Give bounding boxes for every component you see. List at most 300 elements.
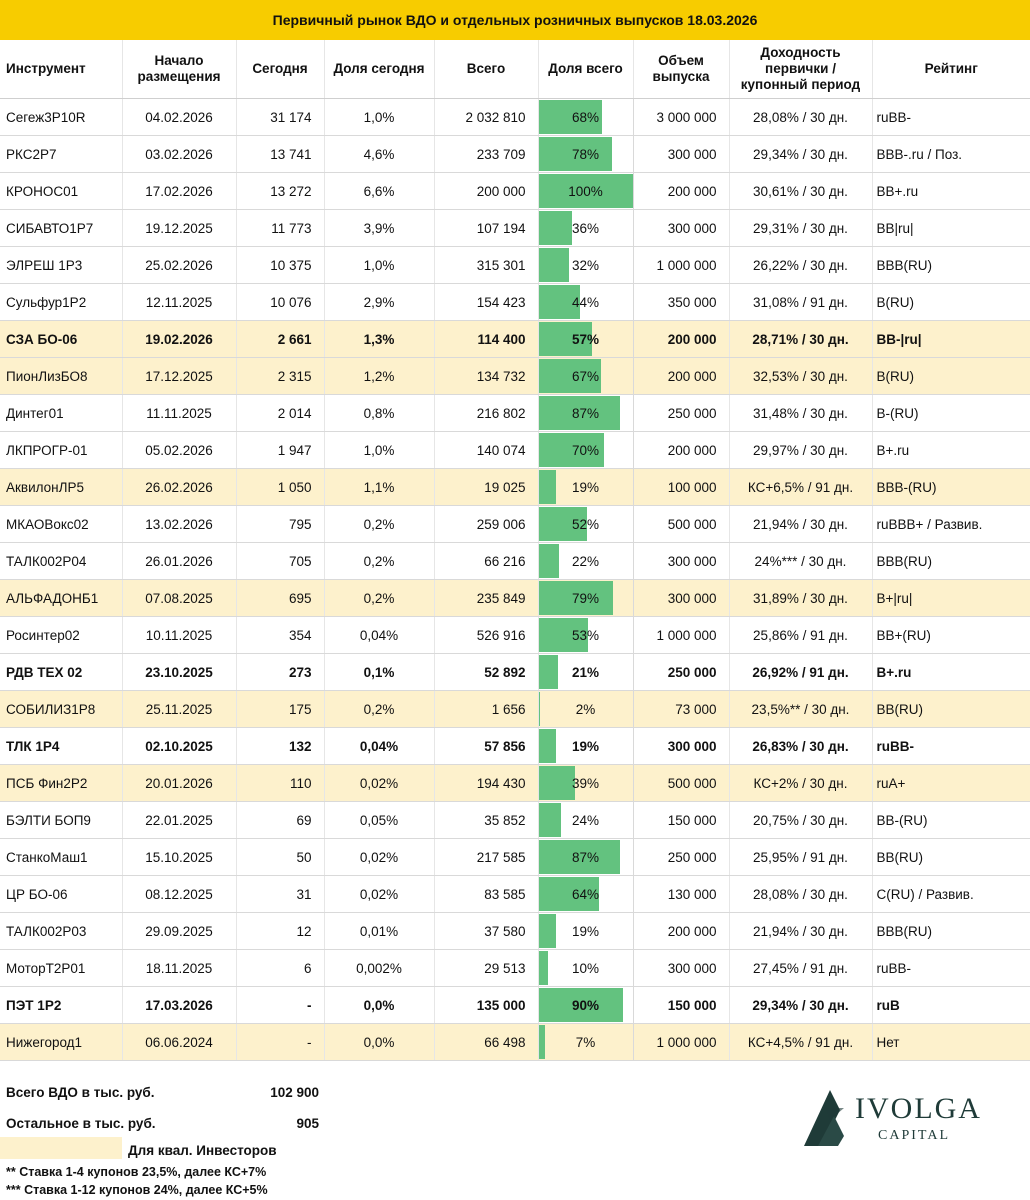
share-today-cell: 1,1% [324,469,434,506]
instrument-cell: РКС2Р7 [0,136,122,173]
rating-cell: B-(RU) [872,395,1030,432]
rating-cell: B+.ru [872,432,1030,469]
volume-cell: 250 000 [633,654,729,691]
share-total-label: 70% [571,442,600,458]
instrument-cell: ПЭТ 1Р2 [0,987,122,1024]
col-header-volume: Объем выпуска [633,40,729,99]
other-label: Остальное в тыс. руб. [6,1116,156,1131]
rating-cell: BB|ru| [872,210,1030,247]
rating-cell: BBB(RU) [872,543,1030,580]
instrument-cell: Сегеж3Р10R [0,99,122,136]
table-row [0,691,1030,728]
volume-cell: 300 000 [633,950,729,987]
rating-cell: BBB(RU) [872,913,1030,950]
today-cell: 110 [236,765,324,802]
start-date-cell: 08.12.2025 [122,876,236,913]
yield-cell: КС+6,5% / 91 дн. [729,469,872,506]
table-row [0,321,1030,358]
start-date-cell: 26.01.2026 [122,543,236,580]
start-date-cell: 06.06.2024 [122,1024,236,1061]
total-vdo-row [6,1085,319,1100]
instrument-cell: ТЛК 1Р4 [0,728,122,765]
share-total-bar [539,211,573,245]
start-date-cell: 15.10.2025 [122,839,236,876]
share-total-bar [539,544,560,578]
share-total-cell [538,876,633,913]
share-today-cell: 0,2% [324,506,434,543]
rating-cell: BB(RU) [872,691,1030,728]
volume-cell: 300 000 [633,580,729,617]
today-cell: 273 [236,654,324,691]
rating-cell: C(RU) / Развив. [872,876,1030,913]
yield-cell: 28,71% / 30 дн. [729,321,872,358]
yield-cell: 29,31% / 30 дн. [729,210,872,247]
instrument-cell: ПионЛизБО8 [0,358,122,395]
share-total-cell [538,247,633,284]
start-date-cell: 02.10.2025 [122,728,236,765]
today-cell: 11 773 [236,210,324,247]
share-total-label: 2% [575,701,596,717]
instrument-cell: Нижегород1 [0,1024,122,1061]
total-cell: 35 852 [434,802,538,839]
today-cell: 175 [236,691,324,728]
instrument-cell: АЛЬФАДОНБ1 [0,580,122,617]
volume-cell: 500 000 [633,506,729,543]
share-total-cell [538,1024,633,1061]
share-today-cell: 0,002% [324,950,434,987]
share-total-cell [538,617,633,654]
share-total-label: 21% [571,664,600,680]
yield-cell: 25,86% / 91 дн. [729,617,872,654]
today-cell: 1 050 [236,469,324,506]
total-cell: 52 892 [434,654,538,691]
volume-cell: 200 000 [633,358,729,395]
rating-cell: ruBB- [872,728,1030,765]
today-cell: 31 [236,876,324,913]
share-today-cell: 1,3% [324,321,434,358]
start-date-cell: 25.02.2026 [122,247,236,284]
today-cell: 31 174 [236,99,324,136]
table-row [0,506,1030,543]
share-total-cell [538,210,633,247]
rating-cell: BB+.ru [872,173,1030,210]
total-cell: 140 074 [434,432,538,469]
volume-cell: 300 000 [633,543,729,580]
today-cell: 2 014 [236,395,324,432]
share-total-cell [538,802,633,839]
share-total-label: 78% [571,146,600,162]
share-total-label: 32% [571,257,600,273]
qual-investors-swatch [0,1137,122,1159]
share-total-bar [539,951,548,985]
primary-market-table [0,40,1030,1061]
start-date-cell: 07.08.2025 [122,580,236,617]
volume-cell: 200 000 [633,432,729,469]
share-total-cell [538,913,633,950]
total-cell: 19 025 [434,469,538,506]
instrument-cell: ТАЛК002Р04 [0,543,122,580]
ivolga-logo [800,1080,1000,1150]
start-date-cell: 29.09.2025 [122,913,236,950]
total-cell: 66 498 [434,1024,538,1061]
instrument-cell: МоторТ2Р01 [0,950,122,987]
yield-cell: КС+4,5% / 91 дн. [729,1024,872,1061]
volume-cell: 1 000 000 [633,247,729,284]
volume-cell: 300 000 [633,136,729,173]
table-row [0,247,1030,284]
share-total-cell [538,728,633,765]
yield-cell: 30,61% / 30 дн. [729,173,872,210]
volume-cell: 73 000 [633,691,729,728]
instrument-cell: ТАЛК002Р03 [0,913,122,950]
start-date-cell: 19.02.2026 [122,321,236,358]
rating-cell: ruA+ [872,765,1030,802]
today-cell: 695 [236,580,324,617]
yield-cell: 23,5%** / 30 дн. [729,691,872,728]
share-total-label: 44% [571,294,600,310]
start-date-cell: 26.02.2026 [122,469,236,506]
share-today-cell: 0,04% [324,728,434,765]
share-today-cell: 4,6% [324,136,434,173]
share-total-label: 7% [575,1034,596,1050]
share-today-cell: 3,9% [324,210,434,247]
share-total-label: 79% [571,590,600,606]
share-total-label: 90% [571,997,600,1013]
share-today-cell: 0,2% [324,543,434,580]
table-row [0,136,1030,173]
share-total-label: 87% [571,849,600,865]
rating-cell: ruBB- [872,950,1030,987]
table-row [0,987,1030,1024]
volume-cell: 3 000 000 [633,99,729,136]
share-total-label: 39% [571,775,600,791]
total-cell: 107 194 [434,210,538,247]
col-header-today: Сегодня [236,40,324,99]
table-row [0,395,1030,432]
share-today-cell: 0,01% [324,913,434,950]
table-row [0,210,1030,247]
total-cell: 200 000 [434,173,538,210]
volume-cell: 150 000 [633,987,729,1024]
col-header-total: Всего [434,40,538,99]
total-cell: 29 513 [434,950,538,987]
share-total-cell [538,580,633,617]
table-row [0,654,1030,691]
logo-text-ivolga: IVOLGA [855,1092,982,1125]
yield-cell: 28,08% / 30 дн. [729,99,872,136]
total-cell: 57 856 [434,728,538,765]
today-cell: 13 741 [236,136,324,173]
total-cell: 259 006 [434,506,538,543]
share-today-cell: 0,02% [324,765,434,802]
today-cell: - [236,987,324,1024]
table-row [0,802,1030,839]
share-total-label: 10% [571,960,600,976]
table-row [0,765,1030,802]
today-cell: 2 315 [236,358,324,395]
today-cell: 69 [236,802,324,839]
rating-cell: Нет [872,1024,1030,1061]
share-total-label: 19% [571,479,600,495]
rating-cell: ruBB- [872,99,1030,136]
yield-cell: 31,08% / 91 дн. [729,284,872,321]
share-today-cell: 1,0% [324,99,434,136]
share-total-bar [539,470,557,504]
share-today-cell: 0,2% [324,580,434,617]
share-today-cell: 6,6% [324,173,434,210]
start-date-cell: 25.11.2025 [122,691,236,728]
share-total-bar [539,692,541,726]
share-today-cell: 1,0% [324,432,434,469]
yield-cell: 26,22% / 30 дн. [729,247,872,284]
share-total-cell [538,358,633,395]
share-today-cell: 0,05% [324,802,434,839]
share-total-cell [538,950,633,987]
today-cell: 705 [236,543,324,580]
rating-cell: B+.ru [872,654,1030,691]
table-body [0,99,1030,1061]
yield-cell: 29,34% / 30 дн. [729,987,872,1024]
share-total-cell [538,395,633,432]
volume-cell: 250 000 [633,395,729,432]
instrument-cell: СОБИЛИЗ1Р8 [0,691,122,728]
table-row [0,1024,1030,1061]
start-date-cell: 17.03.2026 [122,987,236,1024]
volume-cell: 1 000 000 [633,1024,729,1061]
volume-cell: 200 000 [633,173,729,210]
instrument-cell: РДВ ТЕХ 02 [0,654,122,691]
instrument-cell: ЭЛРЕШ 1Р3 [0,247,122,284]
instrument-cell: Сульфур1Р2 [0,284,122,321]
share-total-bar [539,914,557,948]
col-header-yield: Доходность первички / купонный период [729,40,872,99]
share-total-cell [538,839,633,876]
yield-cell: 21,94% / 30 дн. [729,506,872,543]
table-row [0,173,1030,210]
table-row [0,950,1030,987]
instrument-cell: СтанкоМаш1 [0,839,122,876]
table-row [0,284,1030,321]
yield-cell: 32,53% / 30 дн. [729,358,872,395]
share-total-label: 22% [571,553,600,569]
share-today-cell: 0,0% [324,1024,434,1061]
table-row [0,728,1030,765]
share-total-label: 67% [571,368,600,384]
yield-cell: 27,45% / 91 дн. [729,950,872,987]
footnote-1: ** Ставка 1-4 купонов 23,5%, далее КС+7% [6,1165,267,1179]
start-date-cell: 04.02.2026 [122,99,236,136]
share-total-label: 53% [571,627,600,643]
instrument-cell: КРОНОС01 [0,173,122,210]
start-date-cell: 22.01.2025 [122,802,236,839]
instrument-cell: СЗА БО-06 [0,321,122,358]
share-today-cell: 0,2% [324,691,434,728]
share-total-bar [539,248,569,282]
total-cell: 66 216 [434,543,538,580]
start-date-cell: 17.02.2026 [122,173,236,210]
instrument-cell: ЛКПРОГР-01 [0,432,122,469]
today-cell: 2 661 [236,321,324,358]
share-total-cell [538,432,633,469]
total-cell: 2 032 810 [434,99,538,136]
share-total-bar [539,1025,546,1059]
share-total-label: 57% [571,331,600,347]
instrument-cell: АквилонЛР5 [0,469,122,506]
rating-cell: BB-|ru| [872,321,1030,358]
share-total-cell [538,506,633,543]
volume-cell: 300 000 [633,728,729,765]
share-total-label: 64% [571,886,600,902]
start-date-cell: 20.01.2026 [122,765,236,802]
other-value: 905 [296,1116,319,1131]
yield-cell: 24%*** / 30 дн. [729,543,872,580]
start-date-cell: 17.12.2025 [122,358,236,395]
yield-cell: 26,92% / 91 дн. [729,654,872,691]
table-row [0,876,1030,913]
share-today-cell: 0,1% [324,654,434,691]
share-total-cell [538,543,633,580]
total-cell: 233 709 [434,136,538,173]
total-cell: 526 916 [434,617,538,654]
share-today-cell: 0,02% [324,839,434,876]
yield-cell: 28,08% / 30 дн. [729,876,872,913]
yield-cell: 29,97% / 30 дн. [729,432,872,469]
total-cell: 1 656 [434,691,538,728]
share-total-cell [538,136,633,173]
share-total-bar [539,655,559,689]
volume-cell: 250 000 [633,839,729,876]
table-row [0,99,1030,136]
volume-cell: 300 000 [633,210,729,247]
share-total-label: 36% [571,220,600,236]
yield-cell: 31,89% / 30 дн. [729,580,872,617]
start-date-cell: 23.10.2025 [122,654,236,691]
share-total-label: 52% [571,516,600,532]
table-row [0,432,1030,469]
share-total-label: 24% [571,812,600,828]
start-date-cell: 19.12.2025 [122,210,236,247]
share-total-label: 100% [568,183,603,199]
share-total-cell [538,987,633,1024]
total-cell: 235 849 [434,580,538,617]
yield-cell: 25,95% / 91 дн. [729,839,872,876]
share-total-label: 87% [571,405,600,421]
total-cell: 194 430 [434,765,538,802]
volume-cell: 200 000 [633,321,729,358]
volume-cell: 350 000 [633,284,729,321]
total-cell: 217 585 [434,839,538,876]
rating-cell: ruBBB+ / Развив. [872,506,1030,543]
instrument-cell: Динтег01 [0,395,122,432]
share-total-bar [539,766,576,800]
today-cell: 13 272 [236,173,324,210]
share-total-bar [539,803,562,837]
share-total-cell [538,691,633,728]
share-total-cell [538,321,633,358]
today-cell: 354 [236,617,324,654]
share-today-cell: 0,8% [324,395,434,432]
col-header-rating: Рейтинг [872,40,1030,99]
share-today-cell: 0,0% [324,987,434,1024]
logo-text-capital: CAPITAL [878,1128,950,1143]
total-cell: 114 400 [434,321,538,358]
today-cell: 10 076 [236,284,324,321]
col-header-share-today: Доля сегодня [324,40,434,99]
share-today-cell: 0,04% [324,617,434,654]
yield-cell: 21,94% / 30 дн. [729,913,872,950]
share-total-label: 68% [571,109,600,125]
today-cell: 50 [236,839,324,876]
total-cell: 37 580 [434,913,538,950]
yield-cell: КС+2% / 30 дн. [729,765,872,802]
total-cell: 216 802 [434,395,538,432]
instrument-cell: СИБАВТО1Р7 [0,210,122,247]
rating-cell: BBB-(RU) [872,469,1030,506]
share-total-cell [538,765,633,802]
total-cell: 154 423 [434,284,538,321]
share-total-cell [538,284,633,321]
today-cell: - [236,1024,324,1061]
yield-cell: 26,83% / 30 дн. [729,728,872,765]
total-cell: 83 585 [434,876,538,913]
start-date-cell: 05.02.2026 [122,432,236,469]
report-title: Первичный рынок ВДО и отдельных розничных выпусков 18.03.2026 [0,0,1030,40]
instrument-cell: БЭЛТИ БОП9 [0,802,122,839]
today-cell: 1 947 [236,432,324,469]
rating-cell: BBB(RU) [872,247,1030,284]
share-total-label: 19% [571,738,600,754]
today-cell: 132 [236,728,324,765]
other-row [6,1116,319,1131]
start-date-cell: 18.11.2025 [122,950,236,987]
share-total-cell [538,654,633,691]
instrument-cell: ЦР БО-06 [0,876,122,913]
rating-cell: BBB-.ru / Поз. [872,136,1030,173]
rating-cell: B+|ru| [872,580,1030,617]
col-header-start-date: Начало размещения [122,40,236,99]
volume-cell: 1 000 000 [633,617,729,654]
start-date-cell: 11.11.2025 [122,395,236,432]
table-row [0,617,1030,654]
start-date-cell: 13.02.2026 [122,506,236,543]
share-total-cell [538,469,633,506]
rating-cell: B(RU) [872,284,1030,321]
share-total-cell [538,173,633,210]
start-date-cell: 10.11.2025 [122,617,236,654]
share-today-cell: 2,9% [324,284,434,321]
total-cell: 134 732 [434,358,538,395]
today-cell: 6 [236,950,324,987]
volume-cell: 130 000 [633,876,729,913]
share-total-label: 19% [571,923,600,939]
table-row [0,469,1030,506]
table-row [0,358,1030,395]
yield-cell: 20,75% / 30 дн. [729,802,872,839]
rating-cell: BB+(RU) [872,617,1030,654]
table-header-row [0,40,1030,99]
instrument-cell: Росинтер02 [0,617,122,654]
footnote-2: *** Ставка 1-12 купонов 24%, далее КС+5% [6,1183,268,1197]
share-today-cell: 1,2% [324,358,434,395]
total-vdo-label: Всего ВДО в тыс. руб. [6,1085,155,1100]
table-row [0,913,1030,950]
total-vdo-value: 102 900 [270,1085,319,1100]
volume-cell: 500 000 [633,765,729,802]
start-date-cell: 12.11.2025 [122,284,236,321]
today-cell: 12 [236,913,324,950]
instrument-cell: ПСБ Фин2Р2 [0,765,122,802]
share-today-cell: 0,02% [324,876,434,913]
